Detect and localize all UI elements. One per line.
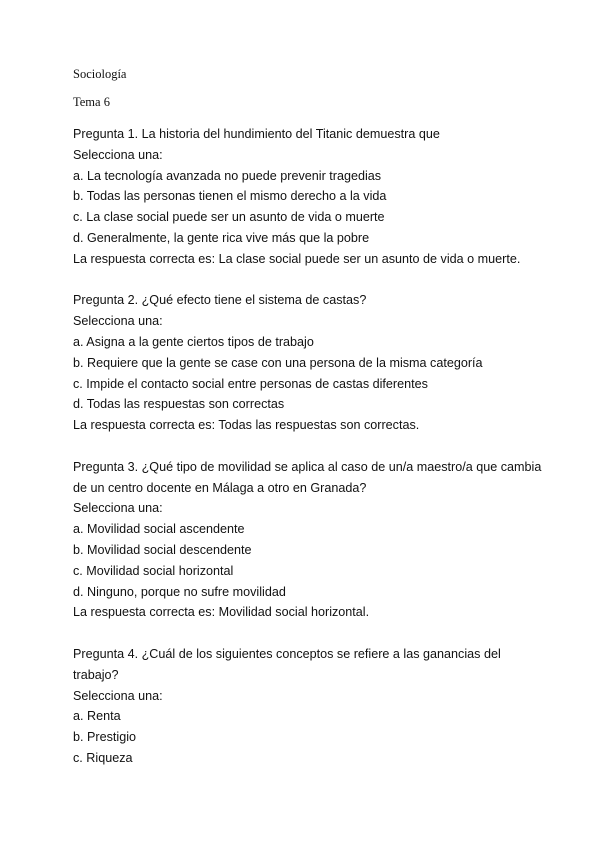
question-block-4 (73, 644, 543, 769)
answer-option: a. Asigna a la gente ciertos tipos de trabajo (73, 334, 314, 349)
document-page (73, 66, 543, 790)
answer-option: d. Todas las respuestas son correctas (73, 397, 285, 412)
answer-option: b. Requiere que la gente se case con una persona de la misma categoría (73, 355, 483, 370)
question-title: Pregunta 4. ¿Cuál de los siguientes conceptos se refiere a las ganancias del trabajo? (73, 646, 501, 682)
answer-option: b. Todas las personas tienen el mismo derecho a la vida (73, 189, 387, 204)
question-block-3 (73, 457, 543, 623)
question-title: Pregunta 1. La historia del hundimiento del Titanic demuestra que (73, 127, 440, 141)
question-title: Pregunta 3. ¿Qué tipo de movilidad se aplica al caso de un/a maestro/a que cambia de un centro docente en Málaga a otro en Granada? (73, 459, 542, 495)
topic-heading: Tema 6 (73, 95, 110, 109)
answer-option: b. Prestigio (73, 730, 136, 745)
correct-answer: La respuesta correcta es: La clase social puede ser un asunto de vida o muerte. (73, 251, 521, 266)
answer-option: c. Riqueza (73, 750, 133, 765)
answer-option: a. La tecnología avanzada no puede prevenir tragedias (73, 168, 382, 183)
question-block-2 (73, 290, 543, 436)
answer-option: a. Renta (73, 709, 121, 724)
question-title: Pregunta 2. ¿Qué efecto tiene el sistema de castas? (73, 293, 367, 308)
answer-option: c. La clase social puede ser un asunto de vida o muerte (73, 210, 385, 225)
correct-answer: La respuesta correcta es: Todas las respuestas son correctas. (73, 418, 420, 433)
answer-option: a. Movilidad social ascendente (73, 522, 245, 537)
select-prompt: Selecciona una: (73, 314, 163, 329)
select-prompt: Selecciona una: (73, 147, 163, 162)
subject-heading: Sociología (73, 67, 127, 81)
answer-option: b. Movilidad social descendente (73, 542, 252, 557)
select-prompt: Selecciona una: (73, 501, 163, 516)
answer-option: c. Movilidad social horizontal (73, 563, 234, 578)
answer-option: c. Impide el contacto social entre personas de castas diferentes (73, 376, 428, 391)
correct-answer: La respuesta correcta es: Movilidad social horizontal. (73, 605, 370, 620)
select-prompt: Selecciona una: (73, 688, 163, 703)
answer-option: d. Generalmente, la gente rica vive más que la pobre (73, 230, 370, 245)
question-block-1 (73, 124, 543, 270)
answer-option: d. Ninguno, porque no sufre movilidad (73, 584, 286, 599)
